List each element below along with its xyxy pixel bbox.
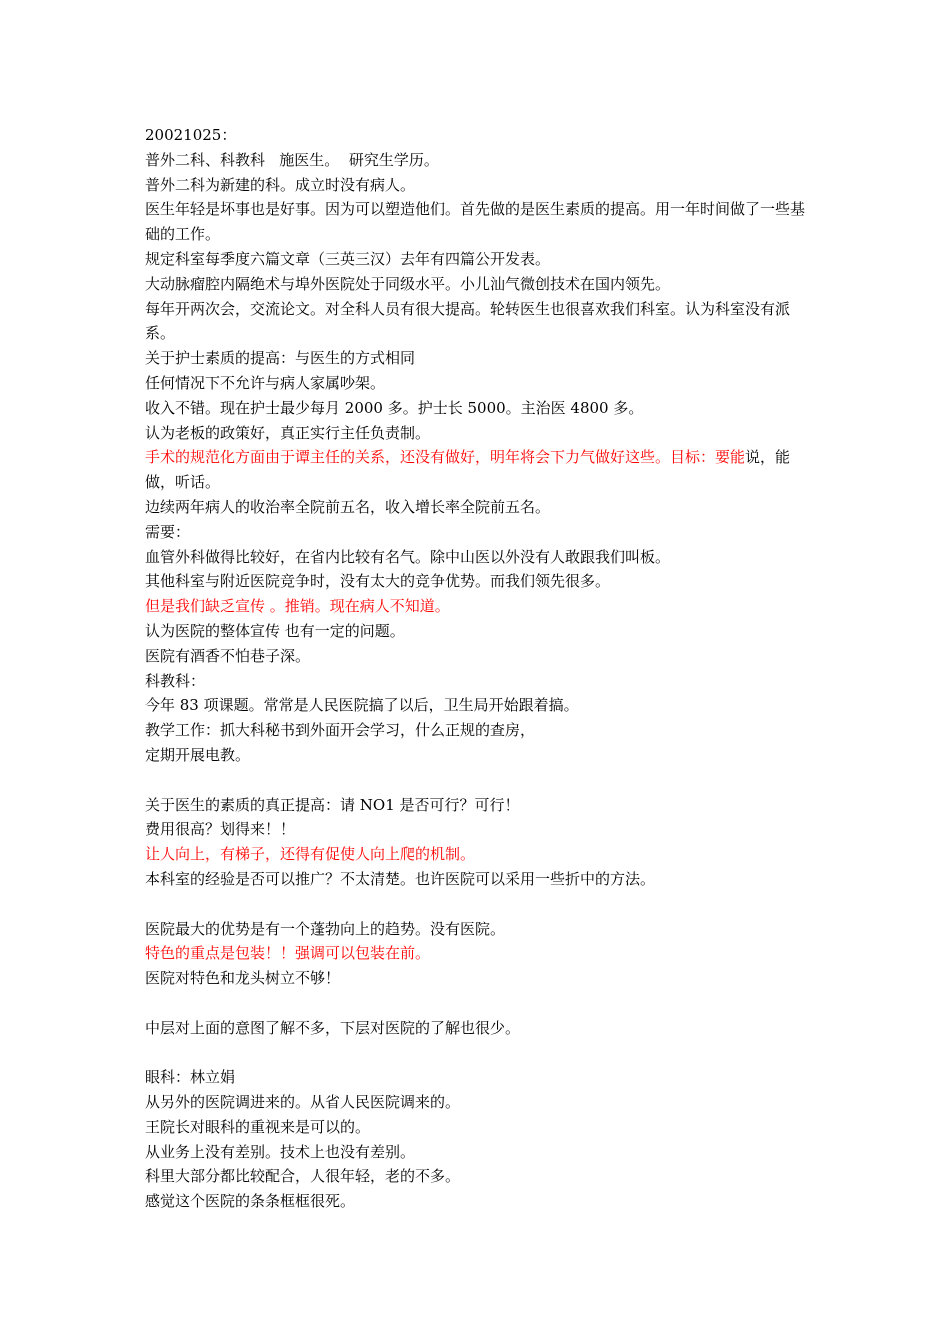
blank-line <box>145 768 810 793</box>
text-line: 特色的重点是包装！！强调可以包装在前。 <box>145 944 431 963</box>
text-line: 科教科： <box>145 671 206 690</box>
text-line: 普外二科、科教科 施医生。 研究生学历。 <box>145 150 439 169</box>
text-line: 眼科：林立娟 <box>145 1068 236 1087</box>
text-line: 今年 83 项课题。常常是人民医院搞了以后，卫生局开始跟着搞。 <box>145 696 579 715</box>
text-line: 医院有酒香不怕巷子深。 <box>145 646 311 665</box>
text-segment: 说，能做，听话。 <box>145 448 791 492</box>
text-line <box>145 445 810 495</box>
text-line: 但是我们缺乏宣传 。推销。现在病人不知道。 <box>145 597 450 616</box>
text-line: 定期开展电教。 <box>145 745 251 764</box>
text-line: 规定科室每季度六篇文章（三英三汉）去年有四篇公开发表。 <box>145 249 551 268</box>
text-line: 科里大部分都比较配合，人很年轻，老的不多。 <box>145 1167 461 1186</box>
blank-line <box>145 991 810 1016</box>
text-line: 中层对上面的意图了解不多，下层对医院的了解也很少。 <box>145 1018 521 1037</box>
text-line: 需要： <box>145 522 191 541</box>
document-page <box>145 123 810 1214</box>
text-line: 边续两年病人的收治率全院前五名，收入增长率全院前五名。 <box>145 497 551 516</box>
text-line: 任何情况下不允许与病人家属吵架。 <box>145 373 386 392</box>
text-line: 王院长对眼科的重视来是可以的。 <box>145 1117 371 1136</box>
text-segment: 手术的规范化方面由于谭主任的关系，还没有做好，明年将会下力气做好这些。目标：要能 <box>145 448 746 467</box>
text-line: 医生年轻是坏事也是好事。因为可以塑造他们。首先做的是医生素质的提高。用一年时间做了一些基础的工作。 <box>145 200 806 244</box>
text-line: 教学工作：抓大科秘书到外面开会学习，什么正规的查房， <box>145 721 536 740</box>
blank-line <box>145 1040 810 1065</box>
text-line: 20021025： <box>145 126 237 144</box>
text-line: 收入不错。现在护士最少每月 2000 多。护士长 5000。主治医 4800 多。 <box>145 398 644 417</box>
text-line: 关于医生的素质的真正提高：请 NO1 是否可行？可行！ <box>145 795 520 814</box>
text-line: 感觉这个医院的条条框框很死。 <box>145 1192 356 1211</box>
text-line: 费用很高？划得来！！ <box>145 820 296 839</box>
text-line: 认为医院的整体宣传 也有一定的问题。 <box>145 621 405 640</box>
text-line: 血管外科做得比较好，在省内比较有名气。除中山医以外没有人敢跟我们叫板。 <box>145 547 671 566</box>
text-line: 认为老板的政策好，真正实行主任负责制。 <box>145 423 431 442</box>
text-line: 大动脉瘤腔内隔绝术与埠外医院处于同级水平。小儿汕气微创技术在国内领先。 <box>145 274 671 293</box>
text-line: 普外二科为新建的科。成立时没有病人。 <box>145 175 416 194</box>
text-line: 关于护士素质的提高：与医生的方式相同 <box>145 349 416 368</box>
text-line: 本科室的经验是否可以推广？不太清楚。也许医院可以采用一些折中的方法。 <box>145 869 656 888</box>
text-line: 医院最大的优势是有一个蓬勃向上的趋势。没有医院。 <box>145 919 506 938</box>
text-line: 医院对特色和龙头树立不够！ <box>145 969 341 988</box>
text-line: 从另外的医院调进来的。从省人民医院调来的。 <box>145 1093 461 1112</box>
text-line: 其他科室与附近医院竞争时，没有太大的竞争优势。而我们领先很多。 <box>145 572 611 591</box>
blank-line <box>145 892 810 917</box>
text-line: 让人向上，有梯子，还得有促使人向上爬的机制。 <box>145 845 476 864</box>
text-line: 每年开两次会，交流论文。对全科人员有很大提高。轮转医生也很喜欢我们科室。认为科室没有派系。 <box>145 299 791 343</box>
text-line: 从业务上没有差别。技术上也没有差别。 <box>145 1142 416 1161</box>
